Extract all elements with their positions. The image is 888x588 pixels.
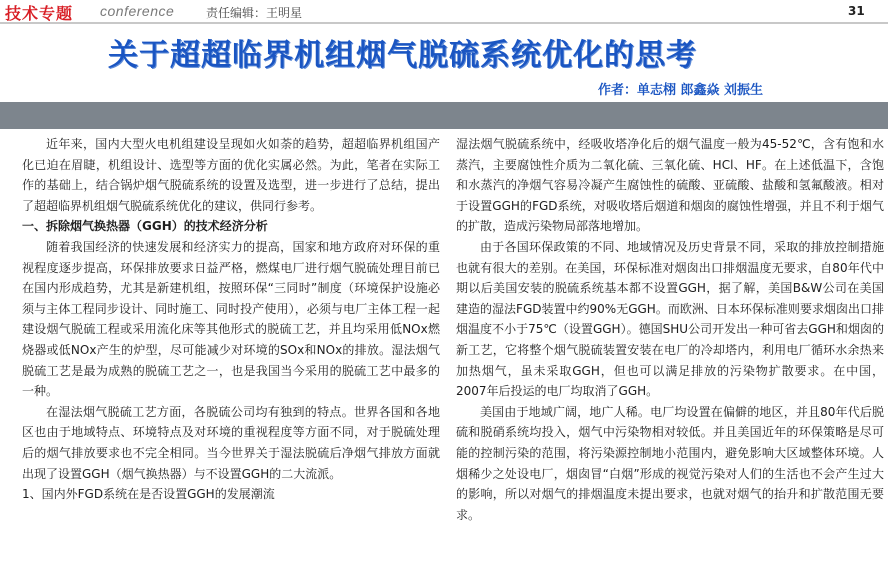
decorative-band bbox=[0, 102, 888, 129]
left-column bbox=[22, 134, 440, 505]
paragraph: 随着我国经济的快速发展和经济实力的提高，国家和地方政府对环保的重视程度逐步提高，环保排放要求日益严格，燃煤电厂进行烟气脱硫处理目前已在国内形成趋势，尤其是新建机组，按照环保“三同时”制度（环境保护设施必须与主体工程同步设计、同时施工、同时投产使用），必须与电厂主体工程一起建设烟气脱硫工程或采用流化床等其他形式的脱硫工艺，并且均采用低NOx燃烧器或低NOx产生的炉型，尽可能减少对环境的SOx和NOx的排放。湿法烟气脱硫工艺是最为成熟的脱硫工艺之一，也是我国当今采用的脱硫工艺中最多的一种。 bbox=[22, 239, 440, 399]
paragraph: 在湿法烟气脱硫工艺方面，各脱硫公司均有独到的特点。世界各国和各地区也由于地域特点、环境特点及对环境的重视程度等方面不同，对于脱硫处理后的烟气排放要求也不完全相同。当今世界关于湿法脱硫后净烟气排放方面就出现了设置GGH（烟气换热器）与不设置GGH的二大流派。 bbox=[22, 404, 440, 481]
section-tag: 技术专题 bbox=[5, 4, 74, 23]
article-title: 关于超超临界机组烟气脱硫系统优化的思考 bbox=[108, 38, 697, 73]
page-number: 31 bbox=[848, 4, 865, 18]
paragraph: 由于各国环保政策的不同、地域情况及历史背景不同，采取的排放控制措施也就有很大的差别。在美国，环保标准对烟囱出口排烟温度无要求，自80年代中期以后美国安装的脱硫系统基本都不设置GGH，据了解，美国B&W公司在美国建造的湿法FGD装置中约90%无GGH。而欧洲、日本环保标准则要求烟囱出口排烟温度不小于75℃（设置GGH）。德国SHU公司开发出一种可省去GGH和烟囱的新工艺，它将整个烟气脱硫装置安装在电厂的冷却塔内，利用电厂循环水余热来加热烟气，虽未采取GGH，但也可以满足排放的污染物扩散要求。在中国，2007年后投运的电厂均取消了GGH。 bbox=[456, 239, 884, 399]
editor-credit: 责任编辑：王明星 bbox=[206, 6, 303, 20]
paragraph: 近年来，国内大型火电机组建设呈现如火如荼的趋势，超超临界机组国产化已迫在眉睫，机组设计、选型等方面的优化实属必然。为此，笔者在实际工作的基础上，结合锅炉烟气脱硫系统的设置及选型，进一步进行了总结，提出了超超临界机组烟气脱硫系统优化的建议，供同行参考。 bbox=[22, 137, 440, 213]
section-tag-english: conference bbox=[100, 3, 175, 19]
page-header bbox=[0, 0, 888, 24]
paragraph: 湿法烟气脱硫系统中，经吸收塔净化后的烟气温度一般为45-52℃，含有饱和水蒸汽，主要腐蚀性介质为二氧化硫、三氧化硫、HCl、HF。在上述低温下，含饱和水蒸汽的净烟气容易冷凝产生腐蚀性的硫酸、亚硫酸、盐酸和氢氟酸液。相对于设置GGH的FGD系统，对吸收塔后烟道和烟囱的腐蚀性增强，并且不利于烟气的扩散，造成污染物局部落地增加。 bbox=[456, 137, 884, 234]
right-column bbox=[456, 134, 884, 525]
paragraph: 美国由于地域广阔，地广人稀。电厂均设置在偏僻的地区，并且80年代后脱硫和脱硝系统均投入，烟气中污染物相对较低。并且美国近年的环保策略是尽可能的控制污染的范围，将污染源控制地小范围内，避免影响大区域整体环境。人烟稀少之处设电厂，烟囱冒“白烟”形成的视觉污染对人们的生活也不会产生过大的影响，所以对烟气的排烟温度未提出要求，也就对烟气的抬升和扩散范围无要求。 bbox=[456, 404, 884, 522]
section-heading: 一、拆除烟气换热器（GGH）的技术经济分析 bbox=[22, 219, 268, 234]
article-authors: 作者：单志栩 郎鑫焱 刘振生 bbox=[598, 83, 764, 98]
sub-heading: 1、国内外FGD系统在是否设置GGH的发展潮流 bbox=[22, 487, 275, 502]
